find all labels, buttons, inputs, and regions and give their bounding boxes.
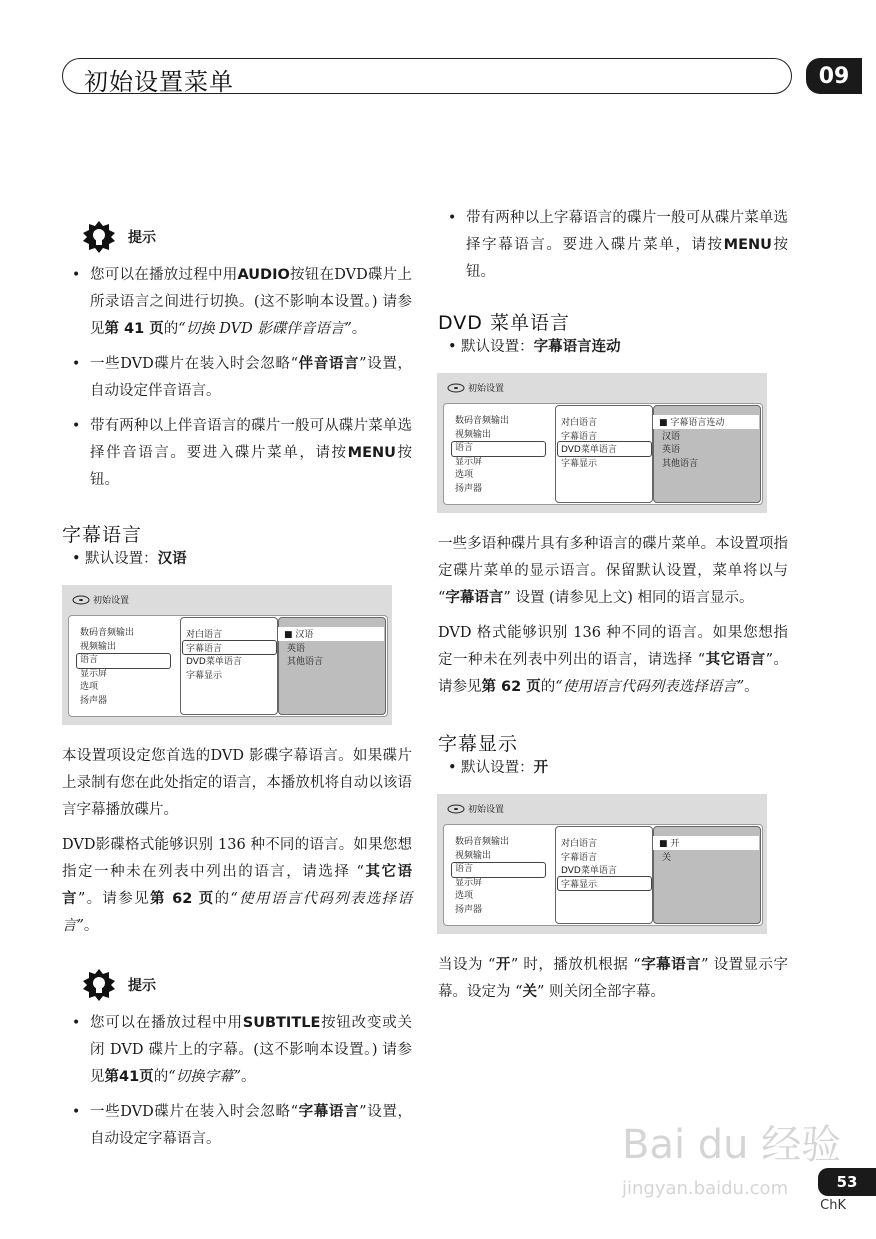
baidu-watermark	[618, 1108, 842, 1203]
tip-heading	[62, 968, 412, 1002]
menu-option[interactable]: 其他语言	[287, 657, 324, 667]
menu-title: 初始设置	[447, 802, 504, 815]
menu-item[interactable]: DVD菜单语言	[561, 866, 617, 876]
menu-item-selected[interactable]: 字幕显示	[558, 877, 651, 891]
menu-item[interactable]: 扬声器	[455, 483, 483, 494]
menu-item[interactable]: 对白语言	[186, 630, 223, 640]
default-setting: • 默认设置：汉语	[72, 551, 187, 567]
menu-item[interactable]: 扬声器	[80, 695, 108, 706]
menu-column-categories	[455, 836, 545, 917]
paragraph: 当设为 “开” 时，播放机根据 “字幕语言” 设置显示字幕。设定为 “关” 则关闭全部字幕。	[438, 957, 789, 1000]
menu-column-options	[659, 415, 759, 469]
list-item: • 您可以在播放过程中用AUDIO按钮在DVD碟片上所录语言之间进行切换。(这不影响本设置。) 请参见第 41 页的“切换 DVD 影碟伴音语言”。	[62, 262, 412, 343]
menu-item[interactable]: 字幕显示	[561, 458, 598, 469]
menu-option-selected[interactable]: ■ 开	[653, 836, 759, 850]
menu-option-selected[interactable]: ■ 字幕语言连动	[653, 415, 759, 429]
menu-item[interactable]: 字幕语言	[561, 431, 598, 442]
watermark-text: Bai du 经验	[622, 1122, 842, 1168]
paragraph: DVD 格式能够识别 136 种不同的语言。如果您想指定一种未在列表中列出的语言，请选择 “其它语言”。请参见第 62 页的“使用语言代码列表选择语言”。	[438, 625, 788, 695]
setup-menu-screenshot	[437, 373, 767, 513]
menu-item[interactable]: DVD菜单语言	[186, 657, 242, 667]
menu-column-options	[284, 627, 384, 668]
chapter-title: 初始设置菜单	[84, 68, 234, 96]
menu-item[interactable]: 数码音频输出	[80, 628, 135, 638]
menu-item-selected[interactable]: 语言	[452, 442, 545, 456]
paragraph: 一些多语种碟片具有多种语言的碟片菜单。本设置项指定碟片菜单的显示语言。保留默认设置，菜单将以与 “字幕语言” 设置 (请参见上文) 相同的语言显示。	[438, 536, 788, 606]
menu-item-selected[interactable]: DVD菜单语言	[558, 442, 651, 456]
watermark-url: jingyan.baidu.com	[622, 1178, 789, 1199]
menu-item[interactable]: 字幕语言	[561, 852, 598, 863]
menu-column-language	[561, 415, 651, 469]
menu-item[interactable]: 选项	[80, 682, 99, 692]
menu-item[interactable]: 数码音频输出	[455, 416, 510, 426]
list-item: • 一些DVD碟片在装入时会忽略“伴音语言”设置，自动设定伴音语言。	[62, 351, 412, 405]
menu-item[interactable]: 对白语言	[561, 839, 598, 849]
section-heading-subtitle-language: 字幕语言	[62, 524, 143, 546]
menu-item-selected[interactable]: 字幕语言	[183, 641, 276, 655]
paragraph: DVD影碟格式能够识别 136 种不同的语言。如果您想指定一种未在列表中列出的语言，请选择 “其它语言”。请参见第 62 页的“使用语言代码列表选择语言”。	[62, 837, 413, 934]
menu-option[interactable]: 关	[662, 852, 672, 863]
tip-list	[62, 262, 412, 494]
menu-item[interactable]: 视频输出	[80, 641, 117, 652]
menu-item[interactable]: 扬声器	[455, 904, 483, 915]
page-number: 53	[818, 1168, 876, 1196]
left-column	[62, 220, 412, 1161]
disc-icon	[447, 383, 465, 393]
menu-option[interactable]: 其他语言	[662, 458, 699, 469]
tip-label: 提示	[128, 230, 156, 246]
continued-tip-list	[438, 205, 788, 286]
menu-item[interactable]: 显示屏	[455, 456, 483, 467]
menu-item[interactable]: 选项	[455, 470, 474, 480]
menu-item[interactable]: 字幕显示	[186, 670, 223, 681]
chapter-number: 09	[806, 58, 862, 94]
menu-item[interactable]: 显示屏	[455, 877, 483, 888]
tip-heading	[62, 220, 412, 254]
menu-item-selected[interactable]: 语言	[452, 863, 545, 877]
lightbulb-icon	[82, 968, 116, 1002]
disc-icon	[447, 804, 465, 814]
menu-column-categories	[80, 627, 170, 708]
list-item: • 您可以在播放过程中用SUBTITLE按钮改变或关闭 DVD 碟片上的字幕。(这不影响本设置。) 请参见第41页的“切换字幕”。	[62, 1010, 412, 1091]
menu-title: 初始设置	[447, 381, 504, 394]
lightbulb-icon	[82, 220, 116, 254]
menu-item[interactable]: 显示屏	[80, 668, 108, 679]
list-item: • 带有两种以上伴音语言的碟片一般可从碟片菜单选择伴音语言。要进入碟片菜单，请按MENU按钮。	[62, 413, 412, 494]
menu-item[interactable]: 视频输出	[455, 850, 492, 861]
menu-option[interactable]: 英语	[287, 643, 306, 654]
menu-column-options	[659, 836, 759, 863]
default-setting: • 默认设置：开	[448, 760, 549, 776]
menu-option[interactable]: 英语	[662, 445, 681, 455]
paragraph: 本设置项设定您首选的DVD 影碟字幕语言。如果碟片上录制有您在此处指定的语言，本播放机将自动以该语言字幕播放碟片。	[62, 748, 412, 818]
menu-item[interactable]: 数码音频输出	[455, 837, 510, 847]
disc-icon	[72, 595, 90, 605]
menu-column-language	[561, 836, 651, 890]
section-heading-dvd-menu-language: DVD 菜单语言	[438, 312, 570, 334]
menu-column-categories	[455, 415, 545, 496]
menu-option-selected[interactable]: ■ 汉语	[278, 627, 384, 641]
setup-menu-screenshot	[62, 585, 392, 725]
list-item: • 一些DVD碟片在装入时会忽略“字幕语言”设置，自动设定字幕语言。	[62, 1099, 412, 1153]
menu-item[interactable]: 对白语言	[561, 418, 598, 428]
menu-column-language	[186, 627, 276, 681]
menu-item[interactable]: 视频输出	[455, 429, 492, 440]
menu-item-selected[interactable]: 语言	[77, 654, 170, 668]
menu-option[interactable]: 汉语	[662, 431, 681, 442]
setup-menu-screenshot	[437, 794, 767, 934]
menu-title: 初始设置	[72, 593, 129, 606]
section-heading-subtitle-display: 字幕显示	[438, 733, 519, 755]
right-column	[438, 205, 788, 1014]
menu-item[interactable]: 选项	[455, 891, 474, 901]
list-item: • 带有两种以上字幕语言的碟片一般可从碟片菜单选择字幕语言。要进入碟片菜单，请按MENU按钮。	[438, 205, 788, 286]
default-setting: • 默认设置：字幕语言连动	[448, 339, 621, 355]
tip-list	[62, 1010, 412, 1153]
language-code: ChK	[820, 1198, 846, 1213]
tip-label: 提示	[128, 978, 156, 994]
